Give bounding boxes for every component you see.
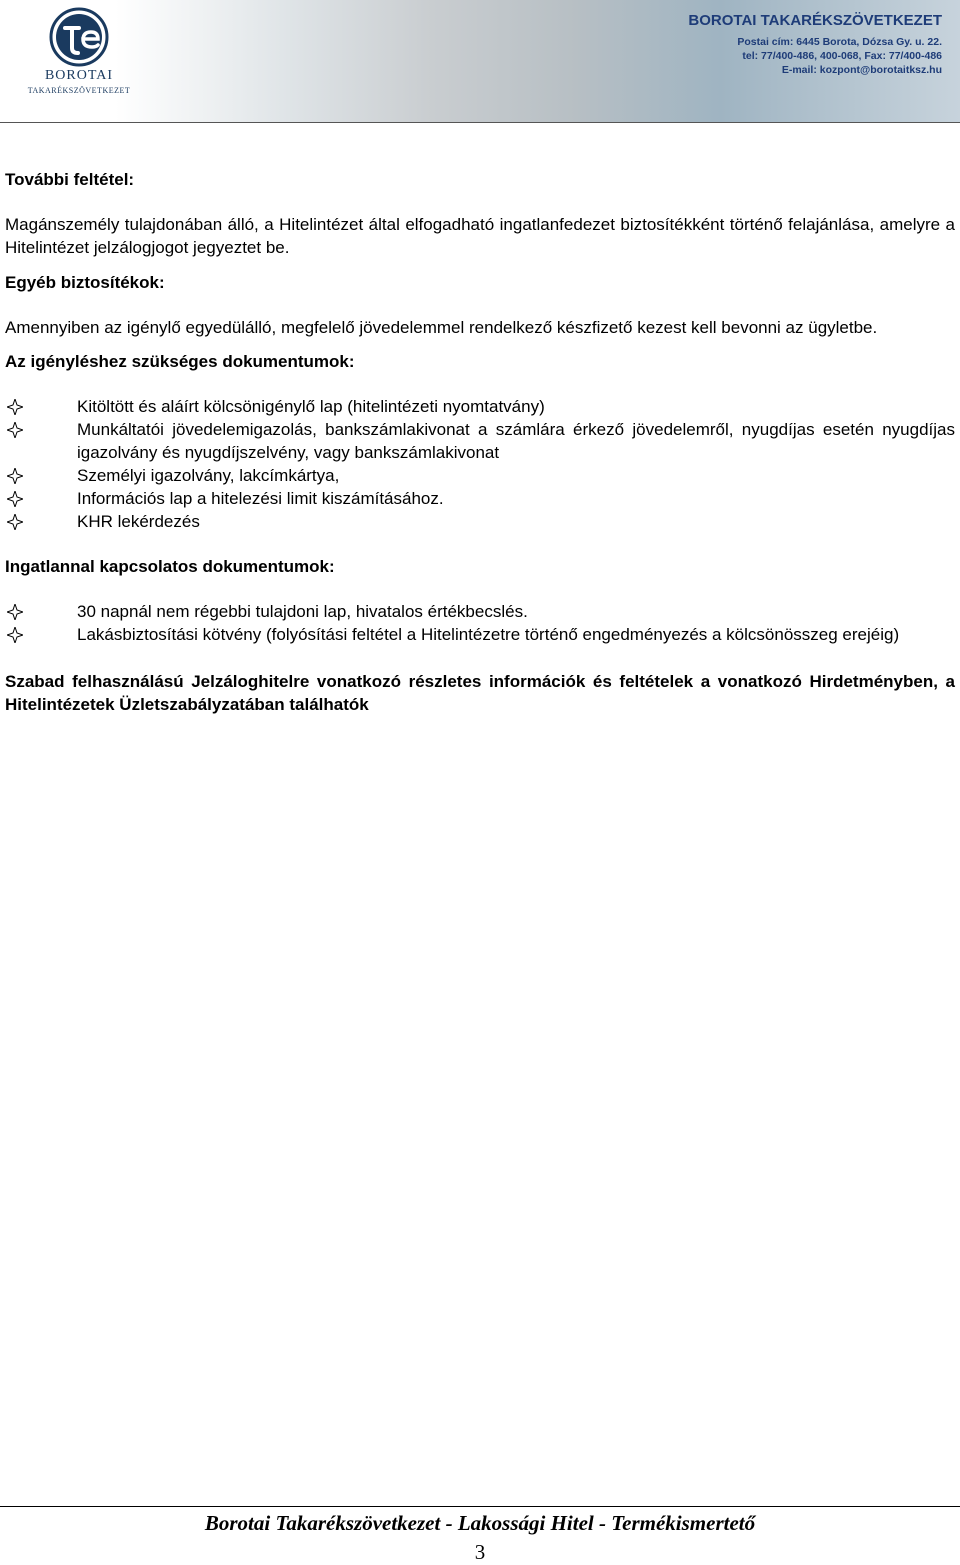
diamond-bullet-icon [5,487,25,510]
logo-name: BOROTAI [44,68,114,83]
logo-subtitle: TAKARÉKSZÖVETKEZET [27,86,131,95]
list-item [5,487,955,510]
diamond-bullet-icon [5,418,25,441]
list-item-text: Munkáltatói jövedelemigazolás, bankszámlakivonat a számlára érkező jövedelemről, nyugdíjas esetén nyugdíjas igazolvány és nyugdíjszelvény, vagy bankszámlakivonat [77,420,955,462]
documents-list [5,395,955,533]
property-heading: Ingatlannal kapcsolatos dokumentumok: [5,557,335,576]
other-security-heading: Egyéb biztosítékok: [5,273,165,292]
company-info [642,12,942,77]
company-name: BOROTAI TAKARÉKSZÖVETKEZET [688,12,942,29]
footer-title: Borotai Takarékszövetkezet - Lakossági Hitel - Termékismertető [204,1511,756,1535]
property-list [5,600,955,646]
list-item [5,600,955,623]
list-item-text: KHR lekérdezés [77,512,200,531]
list-item-text: Lakásbiztosítási kötvény (folyósítási feltétel a Hitelintézetre történő engedményezés a kölcsönösszeg erejéig) [77,625,900,644]
page-number: 3 [474,1540,486,1564]
postal-address: Postai cím: 6445 Borota, Dózsa Gy. u. 22. [737,36,942,48]
list-item [5,623,955,646]
list-item [5,418,955,464]
bank-logo [14,6,131,96]
list-item-text: Kitöltött és aláírt kölcsönigénylő lap (hitelintézeti nyomtatvány) [77,397,545,416]
closing-text: Szabad felhasználású Jelzáloghitelre vonatkozó részletes információk és feltételek a vonatkozó Hirdetményben, a Hitelintézetek Üzletszabályzatában találhatók [5,672,955,714]
page-footer [0,1506,960,1565]
list-item [5,395,955,418]
list-item-text: Személyi igazolvány, lakcímkártya, [77,466,340,485]
diamond-bullet-icon [5,600,25,623]
diamond-bullet-icon [5,510,25,533]
logo-emblem-icon [27,6,131,68]
list-item [5,464,955,487]
diamond-bullet-icon [5,464,25,487]
list-item-text: Információs lap a hitelezési limit kiszámításához. [77,489,444,508]
diamond-bullet-icon [5,623,25,646]
documents-heading: Az igényléshez szükséges dokumentumok: [5,352,355,371]
further-condition-heading: További feltétel: [5,170,135,189]
list-item-text: 30 napnál nem régebbi tulajdoni lap, hivatalos értékbecslés. [77,602,528,621]
list-item [5,510,955,533]
letterhead [0,0,960,123]
diamond-bullet-icon [5,395,25,418]
phone-fax: tel: 77/400-486, 400-068, Fax: 77/400-486 [742,50,942,62]
further-condition-text: Magánszemély tulajdonában álló, a Hitelintézet által elfogadható ingatlanfedezet biztosítékként történő felajánlása, amelyre a Hitelintézet jelzálogjogot jegyeztet be. [5,215,955,257]
email-address: E-mail: kozpont@borotaitksz.hu [781,64,942,76]
other-security-text: Amennyiben az igénylő egyedülálló, megfelelő jövedelemmel rendelkező készfizető kezest kell bevonni az ügyletbe. [5,318,878,337]
document-body [5,168,955,716]
